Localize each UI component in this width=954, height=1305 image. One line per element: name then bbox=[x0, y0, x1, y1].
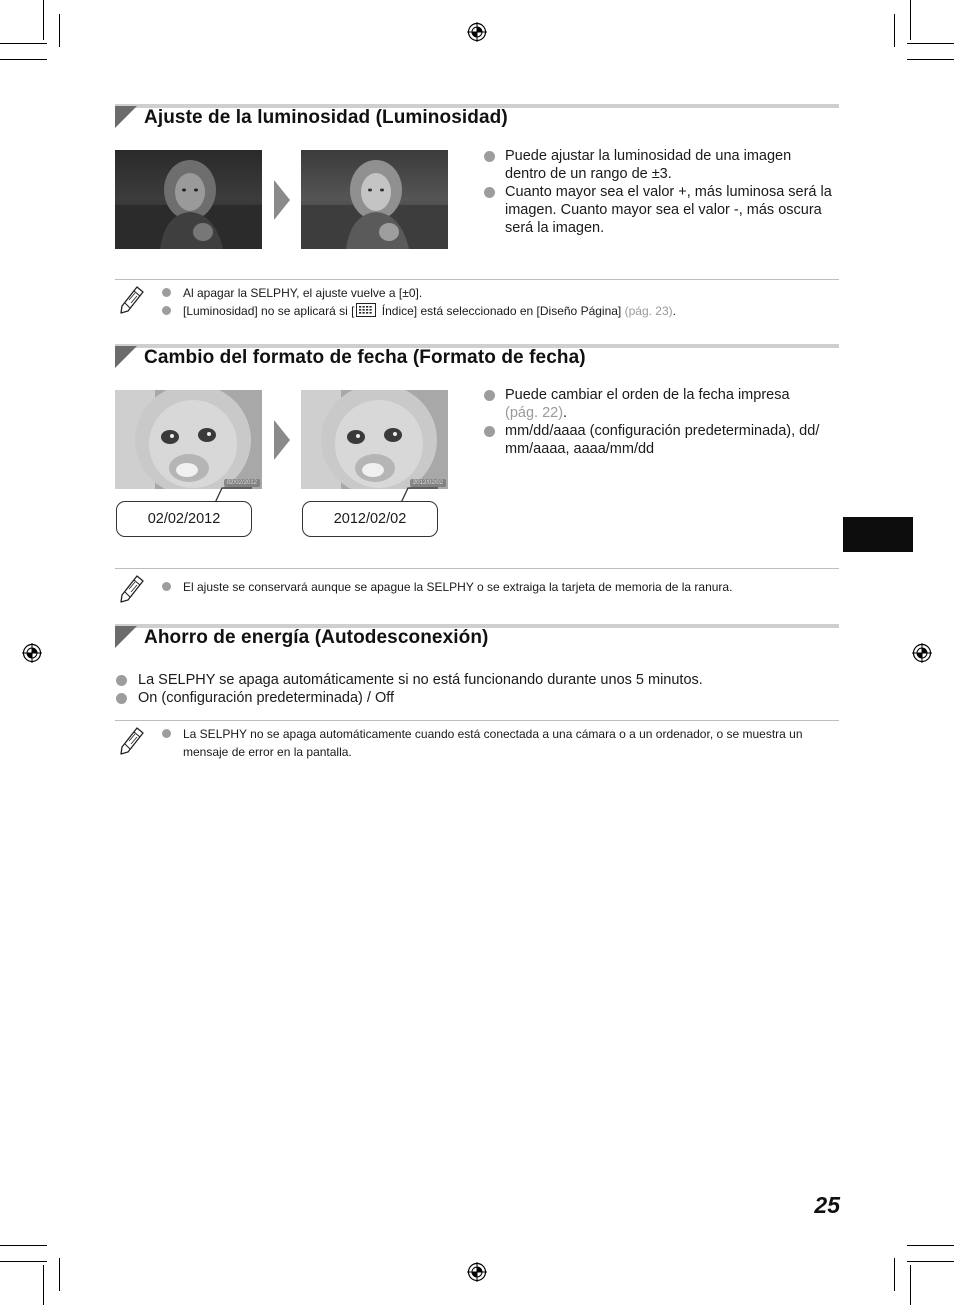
bullet-text: Cuanto mayor sea el valor +, más luminosa será la imagen. Cuanto mayor sea el valor -, más oscura será la imagen. bbox=[505, 184, 832, 236]
note-divider bbox=[115, 568, 839, 569]
page-number: 25 bbox=[814, 1192, 840, 1218]
registration-mark-icon bbox=[22, 643, 42, 663]
bullet-icon bbox=[484, 426, 495, 437]
bullet-icon bbox=[162, 582, 171, 591]
arrow-right-icon bbox=[274, 180, 290, 220]
bullet-icon bbox=[116, 693, 127, 704]
photo-date-format-before bbox=[115, 390, 262, 489]
page-reference-link[interactable]: (pág. 22) bbox=[505, 405, 564, 421]
pencil-icon bbox=[119, 574, 145, 604]
photo-date-format-after bbox=[301, 390, 448, 489]
section-title-date-format: Cambio del formato de fecha (Formato de fecha) bbox=[144, 347, 586, 368]
bullet-icon bbox=[484, 187, 495, 198]
section-corner-mark bbox=[115, 346, 137, 368]
side-tab-marker bbox=[843, 517, 913, 552]
photo-brightness-before bbox=[115, 150, 262, 249]
bullet-icon bbox=[116, 675, 127, 686]
callout-date-before: 02/02/2012 bbox=[116, 501, 252, 537]
page-reference-link[interactable]: (pág. 23) bbox=[624, 304, 673, 318]
note-text: Al apagar la SELPHY, el ajuste vuelve a [±0]. bbox=[183, 286, 423, 300]
note-divider bbox=[115, 279, 839, 280]
pencil-icon bbox=[119, 285, 145, 315]
note-divider bbox=[115, 720, 839, 721]
arrow-right-icon bbox=[274, 420, 290, 460]
section-title-auto-power-off: Ahorro de energía (Autodesconexión) bbox=[144, 627, 489, 648]
index-grid-icon bbox=[356, 303, 376, 317]
registration-mark-icon bbox=[467, 22, 487, 42]
bullet-icon bbox=[162, 306, 171, 315]
date-stamp: 02/02/2012 bbox=[224, 479, 260, 487]
date-stamp: 2012/02/02 bbox=[410, 479, 446, 487]
section-title-brightness: Ajuste de la luminosidad (Luminosidad) bbox=[144, 107, 508, 128]
bullet-text: Puede ajustar la luminosidad de una imagen dentro de un rango de ±3. bbox=[505, 148, 792, 182]
bullet-text: mm/dd/aaaa (configuración predeterminada), dd/ mm/aaaa, aaaa/mm/dd bbox=[505, 423, 820, 457]
bullet-icon bbox=[484, 390, 495, 401]
note-text: [Luminosidad] no se aplicará si [ Índice] está seleccionado en [Diseño Página] (pág. 23). bbox=[183, 304, 676, 318]
section-corner-mark bbox=[115, 626, 137, 648]
bullet-text: Puede cambiar el orden de la fecha impresa (pág. 22). bbox=[505, 387, 790, 421]
bullet-icon bbox=[484, 151, 495, 162]
bullet-text: La SELPHY se apaga automáticamente si no está funcionando durante unos 5 minutos. bbox=[138, 672, 703, 688]
note-text: El ajuste se conservará aunque se apague la SELPHY o se extraiga la tarjeta de memoria de la ranura. bbox=[183, 580, 733, 594]
bullet-icon bbox=[162, 729, 171, 738]
registration-mark-icon bbox=[912, 643, 932, 663]
note-text: La SELPHY no se apaga automáticamente cuando está conectada a una cámara o a un ordenador, o se muestra un mensaje de error en la pantalla. bbox=[183, 727, 803, 759]
section-corner-mark bbox=[115, 106, 137, 128]
bullet-text: On (configuración predeterminada) / Off bbox=[138, 690, 395, 706]
bullet-icon bbox=[162, 288, 171, 297]
registration-mark-icon bbox=[467, 1262, 487, 1282]
photo-brightness-after bbox=[301, 150, 448, 249]
callout-date-after: 2012/02/02 bbox=[302, 501, 438, 537]
pencil-icon bbox=[119, 726, 145, 756]
